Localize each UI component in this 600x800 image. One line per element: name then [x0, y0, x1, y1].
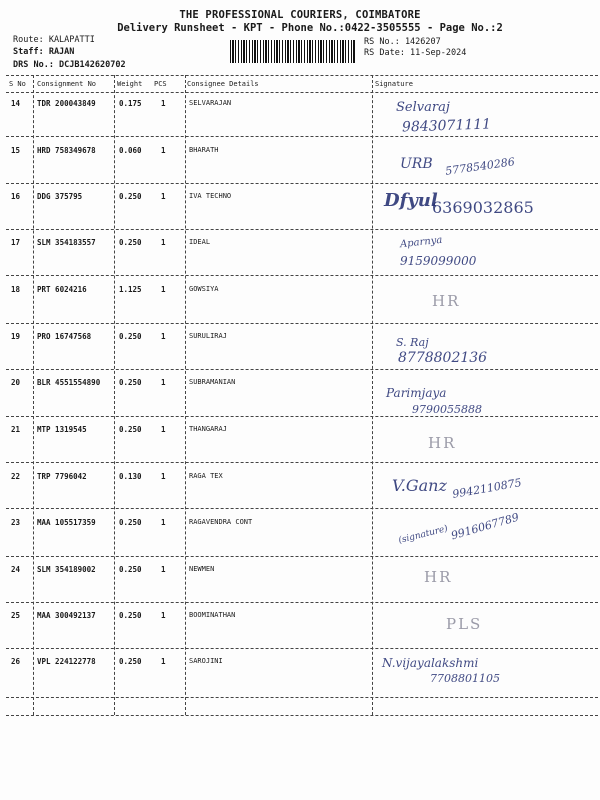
row-consignee: NEWMEN	[189, 565, 215, 573]
column-header-consignment: Consignment No	[37, 80, 97, 88]
table-row	[0, 425, 600, 435]
drs-number: DRS No.: DCJB142620702	[13, 60, 126, 70]
row-sno: 16	[11, 192, 21, 201]
row-divider	[6, 229, 598, 230]
route-label: Route: KALAPATTI	[13, 35, 95, 45]
signature-phone: 6369032865	[432, 198, 534, 217]
row-weight: 0.250	[119, 657, 142, 666]
row-pcs: 1	[161, 238, 166, 247]
signature-initials: PLS	[446, 615, 483, 633]
table-row	[0, 565, 600, 575]
signature-phone: 8778802136	[398, 350, 488, 366]
row-pcs: 1	[161, 332, 166, 341]
row-divider	[6, 462, 598, 463]
row-sno: 21	[11, 425, 21, 434]
row-pcs: 1	[161, 472, 166, 481]
row-consignment: PRO 16747568	[37, 332, 92, 341]
row-consignment: VPL 224122778	[37, 657, 96, 666]
signature-handwriting: S. Raj	[396, 336, 429, 349]
header-rule-top	[6, 75, 598, 76]
row-pcs: 1	[161, 565, 166, 574]
row-weight: 0.250	[119, 238, 142, 247]
row-consignment: MAA 300492137	[37, 611, 96, 620]
row-consignee: THANGARAJ	[189, 425, 227, 433]
row-pcs: 1	[161, 285, 166, 294]
row-pcs: 1	[161, 146, 166, 155]
row-weight: 0.130	[119, 472, 142, 481]
row-pcs: 1	[161, 611, 166, 620]
table-row	[0, 332, 600, 342]
rs-date: RS Date: 11-Sep-2024	[364, 48, 467, 58]
table-row	[0, 146, 600, 156]
signature-handwriting: Aparnya	[399, 234, 443, 251]
signature-initials: HR	[424, 568, 453, 586]
staff-label: Staff: RAJAN	[13, 47, 75, 57]
row-consignee: BHARATH	[189, 146, 219, 154]
row-consignee: SELVARAJAN	[189, 99, 232, 107]
row-sno: 17	[11, 238, 21, 247]
row-sno: 25	[11, 611, 21, 620]
table-row	[0, 378, 600, 388]
signature-phone: 9916067789	[449, 510, 521, 543]
signature-handwriting: Dfyul	[384, 190, 438, 211]
row-consignee: RAGA TEX	[189, 472, 223, 480]
row-sno: 19	[11, 332, 21, 341]
rs-number: RS No.: 1426207	[364, 37, 441, 47]
signature-phone: 5778540286	[444, 155, 516, 178]
row-pcs: 1	[161, 518, 166, 527]
column-header-sno: S No	[9, 80, 26, 88]
header-rule-bottom	[6, 92, 598, 93]
row-weight: 0.250	[119, 565, 142, 574]
row-consignee: SUBRAMANIAN	[189, 378, 236, 386]
row-consignee: SURULIRAJ	[189, 332, 227, 340]
signature-handwriting: URB	[400, 156, 433, 172]
signature-initials: HR	[428, 434, 457, 452]
row-consignment: TRP 7796042	[37, 472, 87, 481]
row-pcs: 1	[161, 378, 166, 387]
signature-handwriting: (signature)	[397, 524, 449, 546]
row-consignee: RAGAVENDRA CONT	[189, 518, 253, 526]
row-sno: 20	[11, 378, 21, 387]
row-divider	[6, 275, 598, 276]
row-pcs: 1	[161, 192, 166, 201]
row-consignment: MAA 105517359	[37, 518, 96, 527]
document-subtitle: Delivery Runsheet - KPT - Phone No.:0422-3505555 - Page No.:2	[117, 22, 503, 34]
row-divider	[6, 323, 598, 324]
row-consignee: SAROJINI	[189, 657, 223, 665]
row-consignment: HRD 758349678	[37, 146, 96, 155]
row-divider	[6, 369, 598, 370]
row-weight: 0.250	[119, 611, 142, 620]
row-consignment: DDG 375795	[37, 192, 83, 201]
table-row	[0, 238, 600, 248]
row-weight: 0.250	[119, 378, 142, 387]
row-divider	[6, 416, 598, 417]
column-header-pcs: PCS	[154, 80, 167, 88]
row-weight: 1.125	[119, 285, 142, 294]
row-consignee: IVA TECHNO	[189, 192, 232, 200]
table-row	[0, 657, 600, 667]
row-weight: 0.250	[119, 518, 142, 527]
row-divider	[6, 697, 598, 698]
row-weight: 0.175	[119, 99, 142, 108]
document-title: THE PROFESSIONAL COURIERS, COIMBATORE	[179, 9, 421, 21]
row-consignee: BOOMINATHAN	[189, 611, 236, 619]
row-weight: 0.250	[119, 192, 142, 201]
row-pcs: 1	[161, 657, 166, 666]
signature-phone: 9843071111	[401, 116, 492, 136]
row-consignee: IDEAL	[189, 238, 211, 246]
row-weight: 0.250	[119, 332, 142, 341]
signature-phone: 9942110875	[451, 476, 523, 501]
row-pcs: 1	[161, 425, 166, 434]
row-sno: 24	[11, 565, 21, 574]
table-row	[0, 99, 600, 109]
row-consignment: MTP 1319545	[37, 425, 87, 434]
signature-handwriting: Parimjaya	[386, 386, 447, 400]
signature-phone: 7708801105	[430, 672, 500, 685]
column-header-signature: Signature	[375, 80, 413, 88]
table-bottom-rule	[6, 715, 598, 716]
row-consignee: GOWSIYA	[189, 285, 219, 293]
row-divider	[6, 648, 598, 649]
row-consignment: SLM 354183557	[37, 238, 96, 247]
row-divider	[6, 508, 598, 509]
row-consignment: SLM 354189002	[37, 565, 96, 574]
row-divider	[6, 136, 598, 137]
signature-handwriting: N.vijayalakshmi	[382, 656, 479, 670]
signature-phone: 9159099000	[400, 254, 477, 268]
row-consignment: PRT 6024216	[37, 285, 87, 294]
table-row	[0, 611, 600, 621]
row-divider	[6, 183, 598, 184]
signature-initials: HR	[432, 292, 461, 310]
row-pcs: 1	[161, 99, 166, 108]
row-sno: 18	[11, 285, 21, 294]
row-weight: 0.250	[119, 425, 142, 434]
row-sno: 15	[11, 146, 21, 155]
row-divider	[6, 556, 598, 557]
row-sno: 14	[11, 99, 21, 108]
barcode	[230, 40, 355, 63]
signature-phone: 9790055888	[412, 403, 482, 416]
row-divider	[6, 602, 598, 603]
column-header-weight: Weight	[117, 80, 143, 88]
row-weight: 0.060	[119, 146, 142, 155]
column-header-consignee: Consignee Details	[187, 80, 259, 88]
row-consignment: TDR 200043849	[37, 99, 96, 108]
table-row	[0, 285, 600, 295]
row-sno: 22	[11, 472, 21, 481]
signature-handwriting: Selvaraj	[396, 100, 450, 115]
signature-handwriting: V.Ganz	[392, 476, 447, 495]
row-consignment: BLR 4551554890	[37, 378, 101, 387]
row-sno: 26	[11, 657, 21, 666]
row-sno: 23	[11, 518, 21, 527]
